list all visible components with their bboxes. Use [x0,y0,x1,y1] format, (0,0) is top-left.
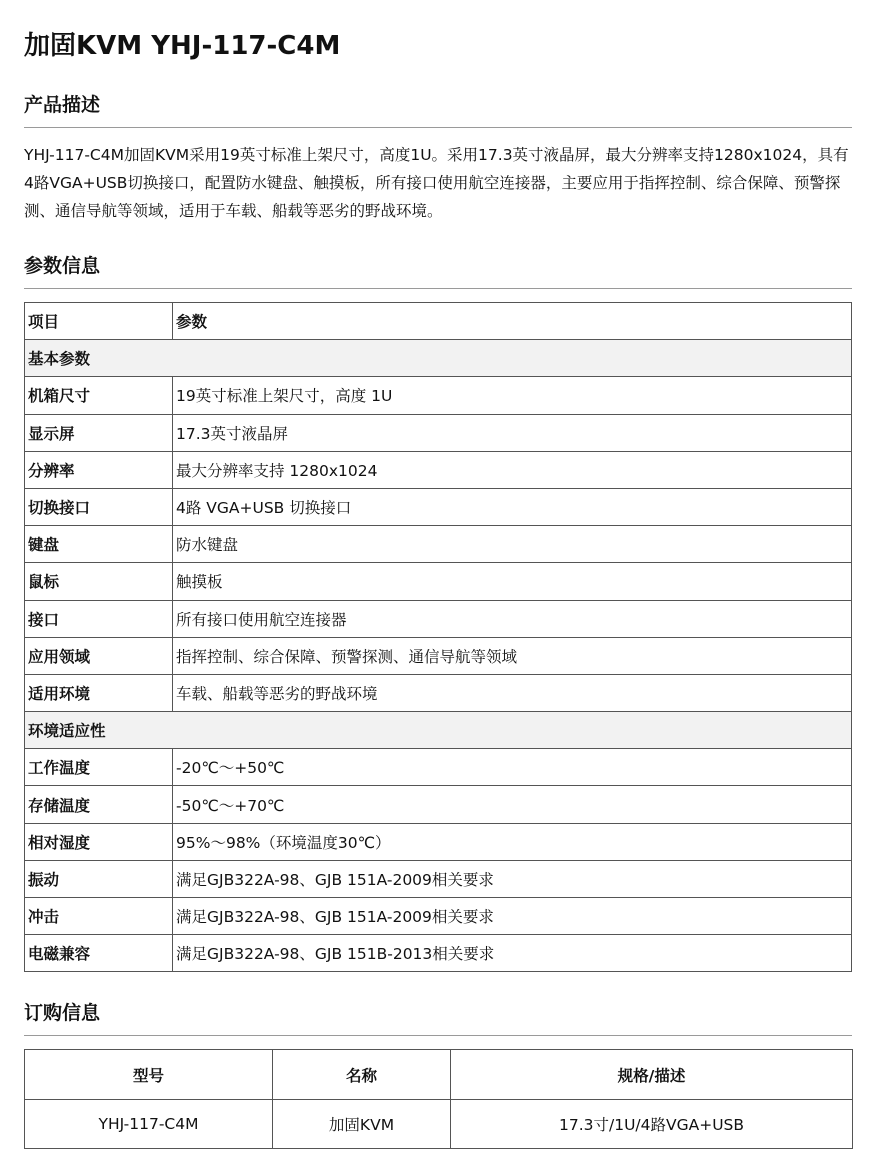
params-key-cell: 适用环境 [25,674,173,711]
params-group-label: 环境适应性 [25,712,852,749]
params-value-cell: -50℃～+70℃ [173,786,852,823]
params-value-cell: 满足GJB322A-98、GJB 151B-2013相关要求 [173,935,852,972]
params-value-cell: 最大分辨率支持 1280x1024 [173,451,852,488]
params-row [25,786,852,823]
params-value-cell: 19英寸标准上架尺寸，高度 1U [173,377,852,414]
params-key-cell: 电磁兼容 [25,935,173,972]
params-key-cell: 显示屏 [25,414,173,451]
params-key-cell: 切换接口 [25,488,173,525]
params-key-cell: 工作温度 [25,749,173,786]
params-row [25,749,852,786]
order-row [25,1100,853,1149]
params-key-cell: 鼠标 [25,563,173,600]
params-value-cell: 防水键盘 [173,526,852,563]
order-name-cell: 加固KVM [273,1100,451,1149]
params-header-item: 项目 [25,303,173,340]
params-header-value: 参数 [173,303,852,340]
product-desc-section-header [24,91,852,128]
params-value-cell: -20℃～+50℃ [173,749,852,786]
params-row [25,600,852,637]
params-value-cell: 95%～98%（环境温度30℃） [173,823,852,860]
params-value-cell: 4路 VGA+USB 切换接口 [173,488,852,525]
params-table [24,302,852,972]
params-group-label: 基本参数 [25,340,852,377]
params-row [25,860,852,897]
params-value-cell: 指挥控制、综合保障、预警探测、通信导航等领域 [173,637,852,674]
params-row [25,823,852,860]
params-row [25,377,852,414]
params-key-cell: 机箱尺寸 [25,377,173,414]
params-heading: 参数信息 [24,255,101,277]
params-key-cell: 键盘 [25,526,173,563]
order-model-cell: YHJ-117-C4M [25,1100,273,1149]
page-title: 加固KVM YHJ-117-C4M [24,31,341,61]
params-row [25,563,852,600]
params-value-cell: 17.3英寸液晶屏 [173,414,852,451]
params-value-cell: 满足GJB322A-98、GJB 151A-2009相关要求 [173,898,852,935]
params-key-cell: 振动 [25,860,173,897]
params-row [25,414,852,451]
params-row [25,898,852,935]
params-key-cell: 接口 [25,600,173,637]
order-header-row [25,1050,853,1100]
params-row [25,637,852,674]
product-desc-heading: 产品描述 [24,94,101,116]
order-heading: 订购信息 [24,1002,101,1024]
params-header-row [25,303,852,340]
params-row [25,935,852,972]
params-row [25,526,852,563]
order-header-spec: 规格/描述 [451,1050,853,1100]
order-spec-cell: 17.3寸/1U/4路VGA+USB [451,1100,853,1149]
params-key-cell: 相对湿度 [25,823,173,860]
params-group-row [25,712,852,749]
order-section-header [24,999,852,1036]
params-key-cell: 存储温度 [25,786,173,823]
params-value-cell: 车载、船载等恶劣的野战环境 [173,674,852,711]
order-table [24,1049,853,1149]
params-group-row [25,340,852,377]
order-header-model: 型号 [25,1050,273,1100]
params-key-cell: 冲击 [25,898,173,935]
order-header-name: 名称 [273,1050,451,1100]
params-value-cell: 所有接口使用航空连接器 [173,600,852,637]
params-value-cell: 触摸板 [173,563,852,600]
product-description: YHJ-117-C4M加固KVM采用19英寸标准上架尺寸，高度1U。采用17.3英寸液晶屏，最大分辨率支持1280x1024，具有4路VGA+USB切换接口，配置防水键盘、触摸板，所有接口使用航空连接器，主要应用于指挥控制、综合保障、预警探测、通信导航等领域，适用于车载、船载等恶劣的野战环境。 [24,146,849,220]
params-key-cell: 分辨率 [25,451,173,488]
params-key-cell: 应用领域 [25,637,173,674]
params-row [25,451,852,488]
params-value-cell: 满足GJB322A-98、GJB 151A-2009相关要求 [173,860,852,897]
params-row [25,488,852,525]
params-row [25,674,852,711]
params-section-header [24,252,852,289]
